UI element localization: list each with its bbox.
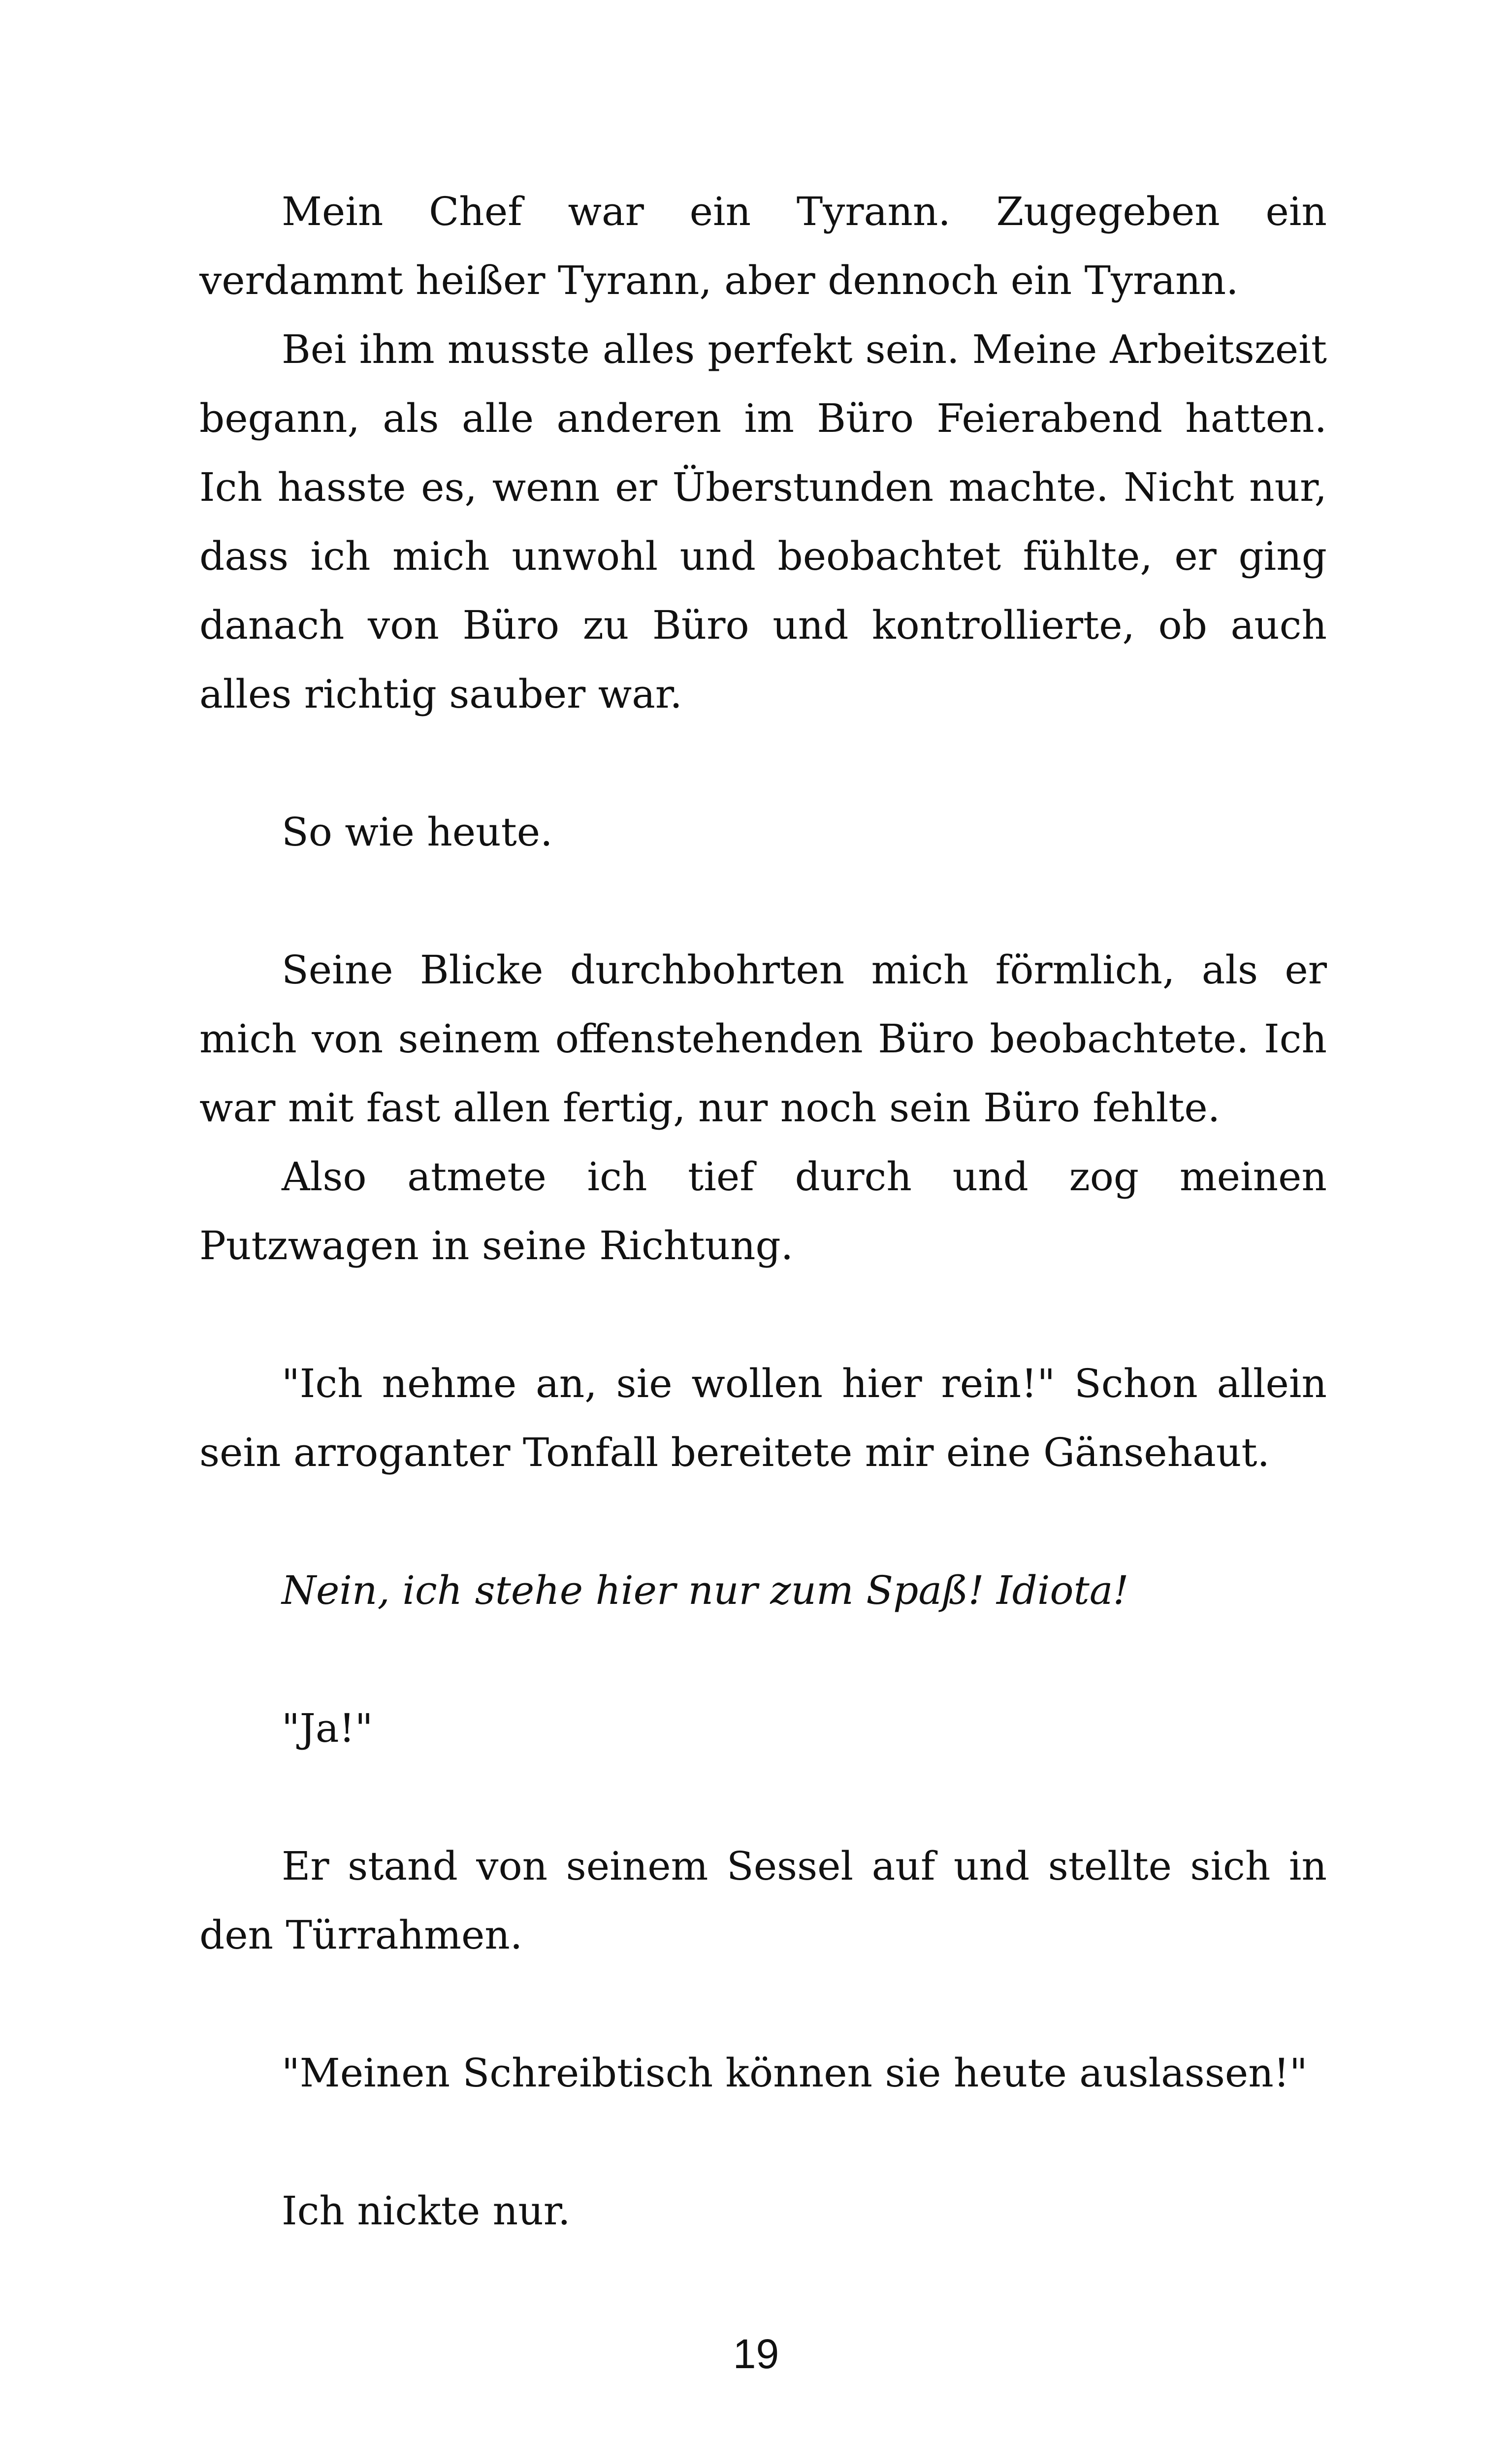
paragraph: "Ich nehme an, sie wollen hier rein!" Schon allein sein arroganter Tonfall bereitete mir eine Gänsehaut.: [199, 1361, 1327, 1475]
paragraph: Mein Chef war ein Tyrann. Zugegeben ein verdammt heißer Tyrann, aber dennoch ein Tyrann.: [199, 189, 1327, 303]
paragraph: "Ja!": [282, 1705, 373, 1751]
paragraph: Bei ihm musste alles perfekt sein. Meine Arbeitszeit begann, als alle anderen im Büro Feierabend hatten. Ich hasste es, wenn er Überstunden machte. Nicht nur, dass ich mich unwohl und beobachtet fühlte, er ging danach von Büro zu Büro und kontrollierte, ob auch alles richtig sauber war.: [199, 326, 1327, 717]
paragraph: "Meinen Schreibtisch können sie heute auslassen!": [282, 2050, 1308, 2096]
paragraph-inner-thought: Nein, ich stehe hier nur zum Spaß! Idiota!: [282, 1567, 1129, 1613]
paragraph: So wie heute.: [282, 809, 553, 855]
paragraph: Seine Blicke durchbohrten mich förmlich, als er mich von seinem offenstehenden Büro beobachtete. Ich war mit fast allen fertig, nur noch sein Büro fehlte.: [199, 947, 1327, 1131]
paragraph: Also atmete ich tief durch und zog meinen Putzwagen in seine Richtung.: [199, 1154, 1327, 1269]
paragraph: Er stand von seinem Sessel auf und stellte sich in den Türrahmen.: [199, 1843, 1327, 1958]
body-text: [199, 177, 1327, 2246]
page-number: 19: [733, 2331, 779, 2377]
paragraph: Ich nickte nur.: [282, 2188, 571, 2234]
